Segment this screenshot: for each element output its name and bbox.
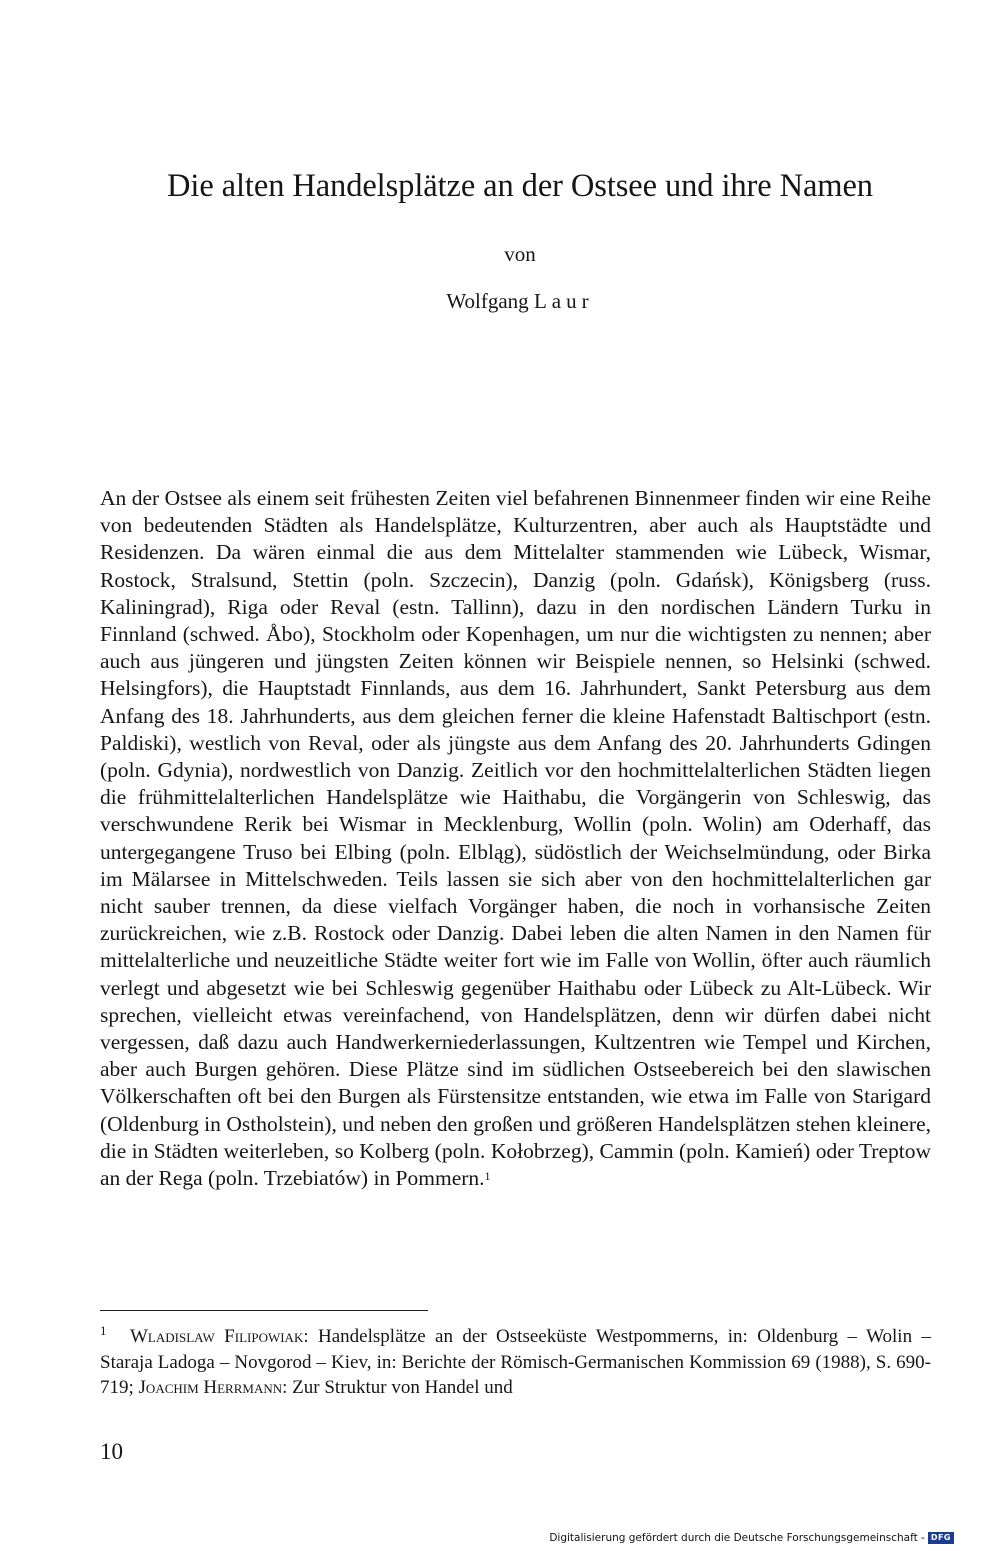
footnote-separator — [100, 1310, 428, 1311]
author-first-name: Wolfgang — [446, 289, 529, 313]
footnote-text-1: : Handelsplätze an der Ostseeküste Westpommerns, in: Oldenburg – Wolin – Staraja Ladoga – Novgorod – Kiev, in: Berichte der Römisch-Germanischen Kommission 69 (1988), S. 690-719; — [100, 1326, 931, 1398]
dfg-logo: DFG — [928, 1532, 954, 1544]
footnote-author-1: Wladislaw Filipowiak — [130, 1326, 304, 1347]
credit-text: Digitalisierung gefördert durch die Deutsche Forschungsgemeinschaft - — [549, 1532, 925, 1544]
page-number: 10 — [100, 1439, 123, 1464]
footnote-text — [100, 1324, 931, 1401]
footnote-author-2: Joachim Herrmann — [138, 1377, 283, 1398]
author-surname: Laur — [533, 289, 594, 313]
footnote-number: 1 — [100, 1323, 107, 1338]
author-name — [60, 287, 980, 315]
article-title: Die alten Handelsplätze an der Ostsee und ihre Namen — [167, 168, 873, 204]
footnote-text-2: : Zur Struktur von Handel und — [282, 1377, 513, 1398]
digitization-credit — [549, 1531, 954, 1545]
body-text: An der Ostsee als einem seit frühesten Zeiten viel befahrenen Binnenmeer finden wir eine Reihe von bedeutenden Städten als Handelsplätze, Kulturzentren, aber auch als Hauptstädte und Residenzen. Da wären einmal die aus dem Mittelalter stammenden wie Lübeck, Wismar, Rostock, Stralsund, Stettin (poln. Szczecin), Danzig (poln. Gdańsk), Königsberg (russ. Kaliningrad), Riga oder Reval (estn. Tallinn), dazu in den nordischen Ländern Turku in Finnland (schwed. Åbo), Stockholm oder Kopenhagen, um nur die wichtigsten zu nennen; aber auch aus jüngeren und jüngsten Zeiten können wir Beispiele nennen, so Helsinki (schwed. Helsingfors), die Hauptstadt Finnlands, aus dem 16. Jahrhundert, Sankt Petersburg aus dem Anfang des 18. Jahrhunderts, aus dem gleichen ferner die kleine Hafenstadt Baltischport (estn. Paldiski), westlich von Reval, oder als jüngste aus dem Anfang des 20. Jahrhunderts Gdingen (poln. Gdynia), nordwestlich von Danzig. Zeitlich vor den hochmittelalterlichen Städten liegen die frühmittelalterlichen Handelsplätze wie Haithabu, die Vorgängerin von Schleswig, das verschwundene Rerik bei Wismar in Mecklenburg, Wollin (poln. Wolin) am Oderhaff, das untergegangene Truso bei Elbing (poln. Elbląg), südöstlich der Weichselmündung, oder Birka im Mälarsee in Mittelschweden. Teils lassen sie sich aber von den hochmittelalterlichen gar nicht sauber trennen, da diese vielfach Vorgänger haben, die noch in vorhansische Zeiten zurückreichen, wie z.B. Rostock oder Danzig. Dabei leben die alten Namen in den Namen für mittelalterliche und neuzeitliche Städte weiter fort wie im Falle von Wollin, öfter auch räumlich verlegt und abgesetzt wie bei Schleswig gegenüber Haithabu oder Lübeck zu Alt-Lübeck. Wir sprechen, vielleicht etwas vereinfachend, von Handelsplätzen, denn wir dürfen dabei nicht vergessen, daß dazu auch Handwerkerniederlassungen, Kultzentren wie Tempel und Kirchen, aber auch Burgen gehören. Diese Plätze sind im südlichen Ostseebereich bei den slawischen Völkerschaften oft bei den Burgen als Fürstensitze entstanden, wie etwa im Falle von Starigard (Oldenburg in Ostholstein), und neben den großen und größeren Handelsplätzen stehen kleinere, die in Städten weiterleben, so Kolberg (poln. Kołobrzeg), Cammin (poln. Kamień) oder Treptow an der Rega (poln. Trzebiatów) in Pommern. — [100, 486, 931, 1191]
byline-von: von — [504, 242, 536, 266]
body-paragraph — [100, 485, 931, 1192]
footnote-reference: 1 — [484, 1169, 491, 1184]
